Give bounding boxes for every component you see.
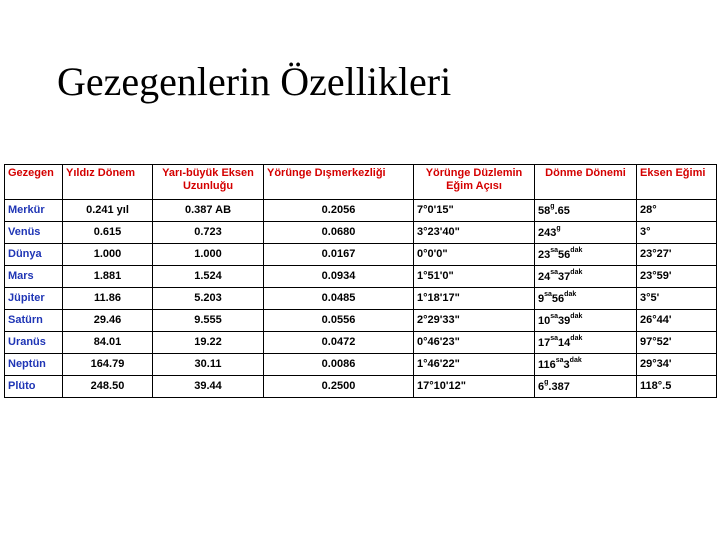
sidereal-period-cell: 11.86 xyxy=(63,288,153,310)
header-cell: Gezegen xyxy=(5,165,63,200)
header-cell: Yörünge Düzlemin Eğim Açısı xyxy=(414,165,535,200)
eccentricity-cell: 0.2500 xyxy=(264,376,414,398)
rotation-secondary: 14 xyxy=(558,337,571,349)
rotation-main: 243 xyxy=(538,227,557,239)
semi-major-axis-cell: 9.555 xyxy=(153,310,264,332)
sidereal-period-cell: 1.881 xyxy=(63,266,153,288)
axial-tilt-cell: 28° xyxy=(637,200,717,222)
table-row xyxy=(5,376,717,398)
rotation-unit-sup-2: dak xyxy=(570,269,583,277)
rotation-period-cell xyxy=(535,354,637,376)
eccentricity-cell: 0.0485 xyxy=(264,288,414,310)
planet-name-cell: Dünya xyxy=(5,244,63,266)
eccentricity-cell: 0.0556 xyxy=(264,310,414,332)
sidereal-period-cell: 84.01 xyxy=(63,332,153,354)
table-row xyxy=(5,354,717,376)
axial-tilt-cell: 26°44' xyxy=(637,310,717,332)
rotation-unit-sup: sa xyxy=(550,269,559,277)
planet-name-cell: Merkür xyxy=(5,200,63,222)
planet-properties-table xyxy=(4,164,717,398)
rotation-period-cell xyxy=(535,288,637,310)
eccentricity-cell: 0.0086 xyxy=(264,354,414,376)
table-row xyxy=(5,266,717,288)
sidereal-period-cell: 1.000 xyxy=(63,244,153,266)
rotation-secondary: .387 xyxy=(548,381,570,393)
inclination-cell: 17°10'12" xyxy=(414,376,535,398)
planet-name-cell: Venüs xyxy=(5,222,63,244)
eccentricity-cell: 0.2056 xyxy=(264,200,414,222)
axial-tilt-cell: 23°27' xyxy=(637,244,717,266)
rotation-period-cell xyxy=(535,332,637,354)
semi-major-axis-cell: 0.387 AB xyxy=(153,200,264,222)
inclination-cell: 0°0'0" xyxy=(414,244,535,266)
semi-major-axis-cell: 19.22 xyxy=(153,332,264,354)
planet-name-cell: Neptün xyxy=(5,354,63,376)
rotation-unit-sup: g xyxy=(556,225,561,233)
rotation-unit-sup: sa xyxy=(550,313,559,321)
semi-major-axis-cell: 1.524 xyxy=(153,266,264,288)
table-row xyxy=(5,310,717,332)
rotation-unit-sup-2: dak xyxy=(570,335,583,343)
sidereal-period-cell: 0.615 xyxy=(63,222,153,244)
rotation-unit-sup-2: dak xyxy=(564,291,577,299)
sidereal-period-cell: 29.46 xyxy=(63,310,153,332)
axial-tilt-cell: 118°.5 xyxy=(637,376,717,398)
header-cell: Yıldız Dönem xyxy=(63,165,153,200)
rotation-main: 17 xyxy=(538,337,551,349)
rotation-period-cell xyxy=(535,222,637,244)
axial-tilt-cell: 3°5' xyxy=(637,288,717,310)
axial-tilt-cell: 23°59' xyxy=(637,266,717,288)
table-row xyxy=(5,288,717,310)
inclination-cell: 3°23'40" xyxy=(414,222,535,244)
rotation-period-cell xyxy=(535,244,637,266)
semi-major-axis-cell: 1.000 xyxy=(153,244,264,266)
header-row xyxy=(5,165,717,200)
rotation-unit-sup: sa xyxy=(550,247,559,255)
semi-major-axis-cell: 39.44 xyxy=(153,376,264,398)
rotation-main: 116 xyxy=(538,359,556,371)
table-row xyxy=(5,244,717,266)
axial-tilt-cell: 29°34' xyxy=(637,354,717,376)
eccentricity-cell: 0.0167 xyxy=(264,244,414,266)
rotation-unit-sup: g xyxy=(550,203,555,211)
planet-name-cell: Mars xyxy=(5,266,63,288)
planet-name-cell: Plüto xyxy=(5,376,63,398)
rotation-unit-sup: sa xyxy=(555,357,564,365)
rotation-period-cell xyxy=(535,200,637,222)
inclination-cell: 1°51'0" xyxy=(414,266,535,288)
semi-major-axis-cell: 0.723 xyxy=(153,222,264,244)
page-title: Gezegenlerin Özellikleri xyxy=(57,59,452,104)
inclination-cell: 7°0'15" xyxy=(414,200,535,222)
inclination-cell: 2°29'33" xyxy=(414,310,535,332)
eccentricity-cell: 0.0472 xyxy=(264,332,414,354)
planet-name-cell: Uranüs xyxy=(5,332,63,354)
rotation-main: 24 xyxy=(538,271,551,283)
header-cell: Dönme Dönemi xyxy=(535,165,637,200)
axial-tilt-cell: 97°52' xyxy=(637,332,717,354)
sidereal-period-cell: 0.241 yıl xyxy=(63,200,153,222)
rotation-period-cell xyxy=(535,310,637,332)
rotation-main: 10 xyxy=(538,315,551,327)
inclination-cell: 1°18'17" xyxy=(414,288,535,310)
inclination-cell: 1°46'22" xyxy=(414,354,535,376)
semi-major-axis-cell: 30.11 xyxy=(153,354,264,376)
planet-name-cell: Jüpiter xyxy=(5,288,63,310)
sidereal-period-cell: 164.79 xyxy=(63,354,153,376)
rotation-unit-sup: g xyxy=(544,379,549,387)
rotation-main: 6 xyxy=(538,381,545,393)
rotation-secondary: 39 xyxy=(558,315,571,327)
rotation-secondary: 56 xyxy=(551,293,565,305)
semi-major-axis-cell: 5.203 xyxy=(153,288,264,310)
table-row xyxy=(5,200,717,222)
rotation-unit-sup: sa xyxy=(550,335,559,343)
rotation-secondary: .65 xyxy=(554,205,570,217)
eccentricity-cell: 0.0934 xyxy=(264,266,414,288)
rotation-secondary: 56 xyxy=(558,249,571,261)
rotation-unit-sup-2: dak xyxy=(569,357,582,365)
table-row xyxy=(5,332,717,354)
header-cell: Eksen Eğimi xyxy=(637,165,717,200)
rotation-secondary: 3 xyxy=(563,359,570,371)
rotation-unit-sup: sa xyxy=(544,291,552,299)
rotation-unit-sup-2: dak xyxy=(570,247,583,255)
rotation-main: 23 xyxy=(538,249,551,261)
eccentricity-cell: 0.0680 xyxy=(264,222,414,244)
header-cell: Yörünge Dışmerkezliği xyxy=(264,165,414,200)
rotation-main: 9 xyxy=(538,293,545,305)
axial-tilt-cell: 3° xyxy=(637,222,717,244)
planet-name-cell: Satürn xyxy=(5,310,63,332)
header-cell: Yarı-büyük Eksen Uzunluğu xyxy=(153,165,264,200)
rotation-unit-sup-2: dak xyxy=(570,313,583,321)
sidereal-period-cell: 248.50 xyxy=(63,376,153,398)
table-row xyxy=(5,222,717,244)
inclination-cell: 0°46'23" xyxy=(414,332,535,354)
rotation-period-cell xyxy=(535,376,637,398)
rotation-period-cell xyxy=(535,266,637,288)
rotation-secondary: 37 xyxy=(558,271,571,283)
rotation-main: 58 xyxy=(538,205,551,217)
